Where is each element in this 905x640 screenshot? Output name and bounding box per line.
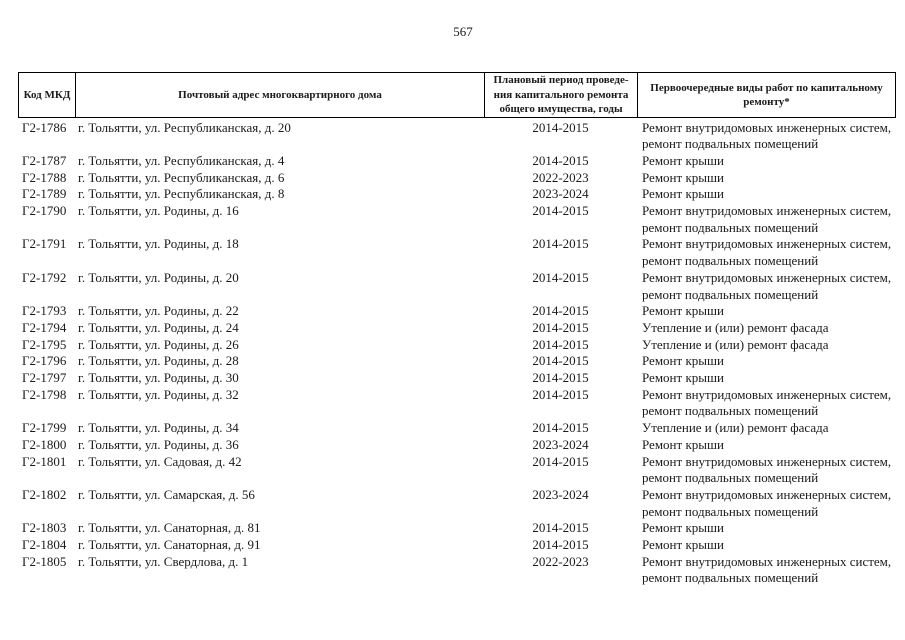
- row-works: Ремонт внутридомовых инженерных систем, ремонт подвальных помещений: [642, 453, 892, 486]
- table-row: [20, 487, 902, 520]
- row-code: Г2-1801: [22, 453, 67, 469]
- row-period: 2014-2015: [532, 203, 589, 219]
- row-works: Ремонт крыши: [642, 537, 724, 553]
- row-works: Ремонт внутридомовых инженерных систем, ремонт подвальных помещений: [642, 486, 892, 519]
- header-address: [76, 73, 485, 117]
- row-address: г. Тольятти, ул. Санаторная, д. 91: [78, 537, 261, 553]
- table-row: [20, 454, 902, 487]
- row-works: Ремонт внутридомовых инженерных систем, ремонт подвальных помещений: [642, 553, 892, 586]
- row-code: Г2-1802: [22, 486, 67, 502]
- row-period: 2022-2023: [532, 169, 589, 185]
- row-code: Г2-1797: [22, 370, 67, 386]
- row-code: Г2-1804: [22, 537, 67, 553]
- row-address: г. Тольятти, ул. Свердлова, д. 1: [78, 553, 249, 569]
- row-code: Г2-1786: [22, 119, 67, 135]
- header-code: [19, 73, 76, 117]
- table-row: [20, 520, 902, 537]
- row-address: г. Тольятти, ул. Садовая, д. 42: [78, 453, 242, 469]
- row-works: Ремонт крыши: [642, 370, 724, 386]
- row-period: 2014-2015: [532, 386, 589, 402]
- row-code: Г2-1788: [22, 169, 67, 185]
- row-period: 2023-2024: [532, 436, 589, 452]
- row-works: Ремонт внутридомовых инженерных систем, ремонт подвальных помещений: [642, 203, 892, 235]
- row-works: Ремонт крыши: [642, 353, 724, 369]
- row-code: Г2-1794: [22, 319, 67, 335]
- row-address: г. Тольятти, ул. Родины, д. 16: [78, 203, 239, 219]
- row-code: Г2-1790: [22, 203, 67, 219]
- row-code: Г2-1795: [22, 336, 67, 352]
- row-code: Г2-1799: [22, 420, 67, 436]
- table-row: [20, 120, 902, 153]
- row-code: Г2-1792: [22, 269, 67, 285]
- table-row: [20, 303, 902, 320]
- table-row: [20, 537, 902, 554]
- row-period: 2014-2015: [532, 520, 589, 536]
- table-header: [18, 72, 896, 118]
- table-row: [20, 437, 902, 454]
- row-address: г. Тольятти, ул. Родины, д. 18: [78, 236, 239, 252]
- table-row: [20, 270, 902, 303]
- row-period: 2014-2015: [532, 119, 589, 135]
- row-works: Ремонт крыши: [642, 303, 724, 319]
- row-address: г. Тольятти, ул. Родины, д. 32: [78, 386, 239, 402]
- header-works: [638, 73, 895, 117]
- header-period-line: ния капитального ремонта: [493, 88, 629, 101]
- row-address: г. Тольятти, ул. Республиканская, д. 4: [78, 152, 285, 168]
- row-code: Г2-1796: [22, 353, 67, 369]
- table-row: [20, 170, 902, 187]
- row-works: Ремонт крыши: [642, 186, 724, 202]
- row-address: г. Тольятти, ул. Республиканская, д. 8: [78, 186, 285, 202]
- table-row: [20, 420, 902, 437]
- row-period: 2014-2015: [532, 319, 589, 335]
- row-works: Ремонт крыши: [642, 436, 724, 452]
- row-address: г. Тольятти, ул. Республиканская, д. 6: [78, 169, 285, 185]
- table-row: [20, 337, 902, 354]
- row-period: 2014-2015: [532, 353, 589, 369]
- row-works: Утепление и (или) ремонт фасада: [642, 319, 829, 335]
- table-row: [20, 203, 902, 236]
- row-works: Утепление и (или) ремонт фасада: [642, 420, 829, 436]
- header-period-line: Плановый период проведе-: [493, 74, 629, 87]
- header-code-label: Код МКД: [23, 88, 71, 101]
- row-code: Г2-1793: [22, 303, 67, 319]
- table-row: [20, 387, 902, 420]
- table-row: [20, 353, 902, 370]
- row-code: Г2-1787: [22, 152, 67, 168]
- row-address: г. Тольятти, ул. Родины, д. 28: [78, 353, 239, 369]
- row-address: г. Тольятти, ул. Родины, д. 34: [78, 420, 239, 436]
- row-address: г. Тольятти, ул. Родины, д. 22: [78, 303, 239, 319]
- row-period: 2014-2015: [532, 370, 589, 386]
- row-address: г. Тольятти, ул. Родины, д. 36: [78, 436, 239, 452]
- row-works: Ремонт внутридомовых инженерных систем, ремонт подвальных помещений: [642, 386, 892, 419]
- row-period: 2014-2015: [532, 236, 589, 252]
- row-address: г. Тольятти, ул. Самарская, д. 56: [78, 486, 255, 502]
- row-address: г. Тольятти, ул. Родины, д. 24: [78, 319, 239, 335]
- row-period: 2014-2015: [532, 336, 589, 352]
- table-row: [20, 554, 902, 587]
- row-works: Ремонт крыши: [642, 169, 724, 185]
- row-code: Г2-1805: [22, 553, 67, 569]
- table-row: [20, 186, 902, 203]
- row-code: Г2-1798: [22, 386, 67, 402]
- header-works-line: Первоочередные виды работ по капитальному: [650, 81, 883, 94]
- register-table-body: [20, 120, 902, 588]
- row-period: 2014-2015: [532, 537, 589, 553]
- header-address-label: Почтовый адрес многоквартирного дома: [178, 88, 382, 101]
- header-works-line: ремонту*: [743, 96, 790, 108]
- row-works: Ремонт крыши: [642, 520, 724, 536]
- row-period: 2014-2015: [532, 420, 589, 436]
- row-code: Г2-1803: [22, 520, 67, 536]
- row-code: Г2-1789: [22, 186, 67, 202]
- row-period: 2023-2024: [532, 186, 589, 202]
- row-address: г. Тольятти, ул. Санаторная, д. 81: [78, 520, 261, 536]
- row-works: Утепление и (или) ремонт фасада: [642, 336, 829, 352]
- row-address: г. Тольятти, ул. Родины, д. 30: [78, 370, 239, 386]
- row-code: Г2-1800: [22, 436, 67, 452]
- row-address: г. Тольятти, ул. Родины, д. 20: [78, 269, 239, 285]
- header-period-line: общего имущества, годы: [499, 103, 623, 116]
- row-works: Ремонт внутридомовых инженерных систем, ремонт подвальных помещений: [642, 119, 892, 152]
- table-row: [20, 370, 902, 387]
- table-row: [20, 236, 902, 269]
- row-code: Г2-1791: [22, 236, 67, 252]
- row-address: г. Тольятти, ул. Республиканская, д. 20: [78, 119, 291, 135]
- row-works: Ремонт внутридомовых инженерных систем, ремонт подвальных помещений: [642, 269, 892, 302]
- row-address: г. Тольятти, ул. Родины, д. 26: [78, 336, 239, 352]
- row-period: 2014-2015: [532, 453, 589, 469]
- row-period: 2014-2015: [532, 152, 589, 168]
- row-works: Ремонт крыши: [642, 152, 724, 168]
- table-row: [20, 320, 902, 337]
- table-row: [20, 153, 902, 170]
- row-period: 2014-2015: [532, 269, 589, 285]
- row-period: 2014-2015: [532, 303, 589, 319]
- row-period: 2022-2023: [532, 553, 589, 569]
- row-works: Ремонт внутридомовых инженерных систем, ремонт подвальных помещений: [642, 236, 892, 269]
- row-period: 2023-2024: [532, 486, 589, 502]
- header-period: [485, 73, 638, 117]
- page-number: 567: [453, 24, 473, 39]
